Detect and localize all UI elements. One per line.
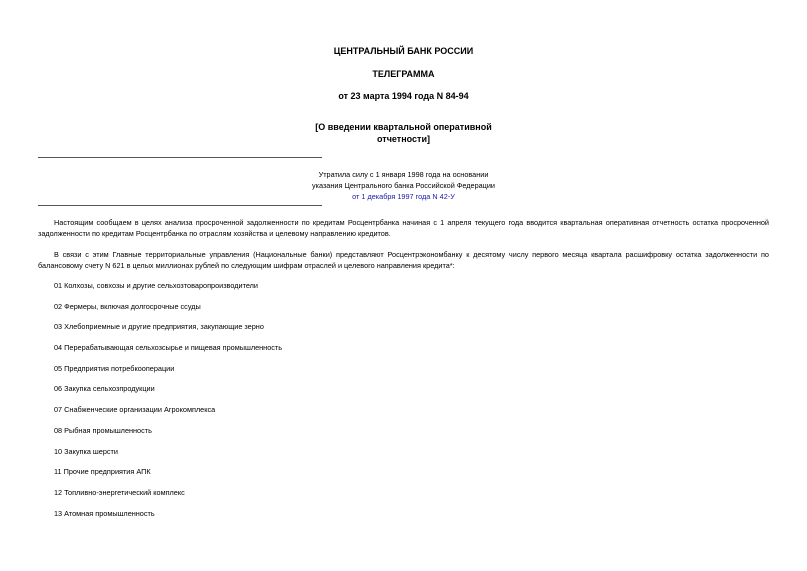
code-list-item: 04 Перерабатывающая сельхозсырье и пищевая промышленность [54,343,283,352]
code-list-item: 07 Снабженческие организации Агрокомплекса [54,405,216,414]
status-note [0,169,807,202]
subject-line-1: [О введении квартальной оперативной [315,122,492,132]
document-type-heading: ТЕЛЕГРАММА [372,69,435,79]
document-subject [0,121,807,145]
code-list-item: 01 Колхозы, совхозы и другие сельхозтоваропроизводители [54,281,258,290]
divider-top [38,157,322,158]
code-list-item: 12 Топливно-энергетический комплекс [54,488,185,497]
code-list-item: 08 Рыбная промышленность [54,426,152,435]
document-date-heading: от 23 марта 1994 года N 84-94 [338,91,469,101]
code-list-item: 03 Хлебоприемные и другие предприятия, закупающие зерно [54,322,264,331]
code-list-item: 06 Закупка сельхозпродукции [54,384,155,393]
code-list-item: 10 Закупка шерсти [54,447,118,456]
subject-line-2: отчетности] [377,134,430,144]
status-note-line-2: указания Центрального банка Российской Федерации [311,181,496,190]
code-list-item: 13 Атомная промышленность [54,509,155,518]
repeal-document-link[interactable]: от 1 декабря 1997 года N 42-У [352,192,455,201]
divider-bottom [38,205,322,206]
issuer-heading: ЦЕНТРАЛЬНЫЙ БАНК РОССИИ [333,46,474,56]
body-paragraph-2: В связи с этим Главные территориальные управления (Национальные банки) представляют Росцентрэкономбанку к десятому числу первого месяца квартала расшифровку остатка задолженности по балансовому счету N 621 в целых миллионах рублей по следующим шифрам отраслей и целевого направления кредита*: [38,250,769,270]
status-note-line-1: Утратила силу с 1 января 1998 года на основании [318,170,489,179]
code-list-item: 02 Фермеры, включая долгосрочные ссуды [54,302,201,311]
body-paragraph-1: Настоящим сообщаем в целях анализа просроченной задолженности по кредитам Росцентрбанка начиная с 1 апреля текущего года вводится квартальная оперативная отчетность остатка просроченной задолженности по кредитам Росцентрбанка по отраслям хозяйства и целевому направлению кредитов. [38,218,769,238]
code-list-item: 11 Прочие предприятия АПК [54,467,151,476]
code-list-item: 05 Предприятия потребкооперации [54,364,175,373]
